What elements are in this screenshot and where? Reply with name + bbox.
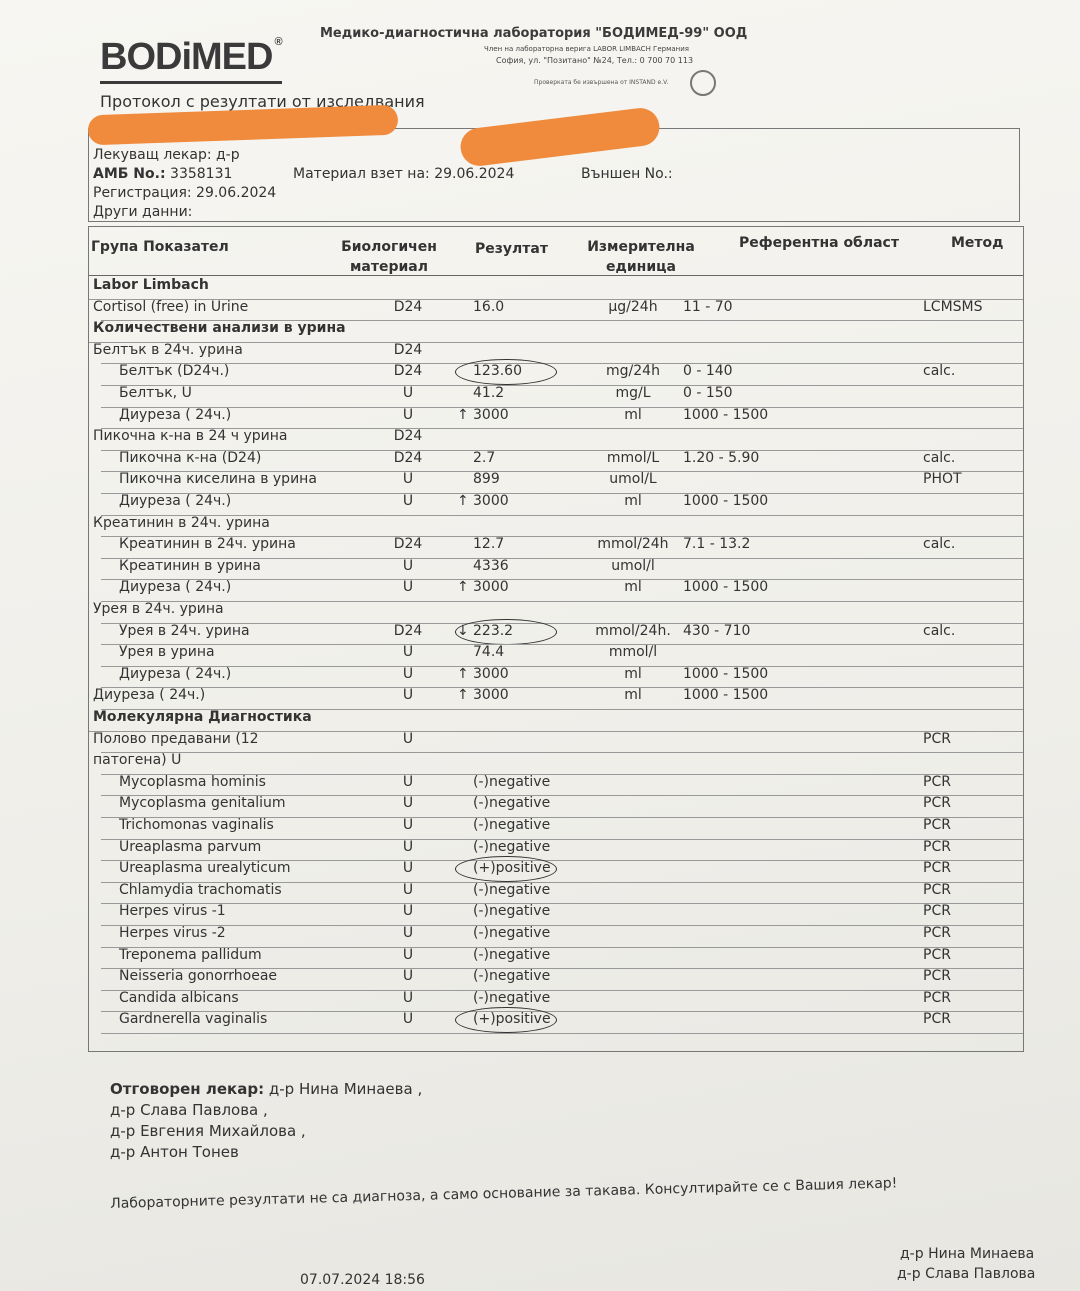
material-cell: U: [402, 493, 414, 509]
unit-cell: mmol/L: [606, 449, 660, 466]
test-name: патогена) U: [93, 752, 182, 769]
table-row: [93, 990, 1019, 1012]
result-cell: 3000: [473, 687, 509, 704]
result-cell: (-)negative: [473, 903, 551, 920]
section-row: [93, 320, 1019, 342]
result-cell: 3000: [473, 579, 509, 596]
material-cell: U: [402, 385, 414, 401]
test-name: Урея в урина: [119, 644, 215, 661]
test-name: Диуреза ( 24ч.): [119, 665, 232, 682]
material-cell: D24: [393, 298, 423, 315]
arrow-up-icon: ↑: [457, 665, 469, 682]
material-cell: U: [402, 730, 414, 747]
method-cell: PCR: [923, 817, 951, 833]
test-name: Cortisol (free) in Urine: [93, 298, 249, 315]
lab-membership: Член на лабораторна верига LABOR LIMBACH Германия: [484, 45, 689, 53]
table-row: [93, 385, 1019, 407]
result-cell: (-)negative: [473, 838, 551, 855]
table-row: [93, 407, 1019, 429]
table-row: [93, 752, 1019, 774]
arrow-up-icon: ↑: [457, 579, 469, 596]
unit-cell: mg/24h: [606, 363, 660, 380]
material-cell: U: [402, 860, 414, 877]
method-cell: LCMSMS: [923, 298, 983, 315]
unit-cell: umol/l: [611, 557, 655, 574]
result-cell: (+)positive: [473, 1011, 551, 1028]
result-cell: 4336: [473, 557, 509, 574]
table-row: [93, 903, 1019, 925]
doctor-name: д-р Слава Павлова ,: [110, 1101, 268, 1119]
method-cell: PCR: [923, 860, 951, 877]
test-name: Диуреза ( 24ч.): [93, 687, 206, 704]
disclaimer-text: Лабораторните резултати не са диагноза, а само основание за такава. Консултирайте се с Вашия лекар!: [110, 1175, 898, 1212]
table-row: [93, 515, 1019, 537]
test-name: Полово предавани (12: [93, 730, 259, 747]
test-name: Mycoplasma hominis: [119, 773, 266, 790]
test-name: Диуреза ( 24ч.): [119, 493, 232, 509]
table-row: [93, 623, 1019, 645]
header-divider: [89, 275, 1023, 276]
unit-cell: ml: [624, 493, 642, 509]
test-name: Креатинин в урина: [119, 557, 261, 574]
material-cell: U: [402, 644, 414, 661]
table-row: [93, 882, 1019, 904]
table-row: [93, 363, 1019, 385]
table-row: [93, 493, 1019, 515]
method-cell: calc.: [923, 536, 956, 553]
test-name: Белтък в 24ч. урина: [93, 341, 243, 358]
test-name: Креатинин в 24ч. урина: [119, 536, 296, 553]
col-header-unit: Измерителна единица: [587, 239, 695, 275]
method-cell: calc.: [923, 449, 956, 466]
reference-cell: 430 - 710: [683, 622, 751, 639]
unit-cell: µg/24h: [608, 298, 658, 315]
protocol-title: Протокол с резултати от изследвания: [100, 92, 425, 111]
table-row: [93, 774, 1019, 796]
result-cell: 223.2: [473, 622, 514, 639]
test-name: Herpes virus -1: [119, 903, 226, 920]
result-cell: (-)negative: [473, 881, 551, 898]
result-cell: 41.2: [473, 385, 505, 401]
material-cell: U: [402, 471, 414, 488]
test-name: Labor Limbach: [93, 277, 209, 293]
test-name: Mycoplasma genitalium: [119, 795, 286, 812]
doctor-name: д-р Антон Тонев: [110, 1143, 239, 1161]
table-row: [93, 817, 1019, 839]
result-cell: 3000: [473, 665, 509, 682]
section-row: [93, 277, 1019, 299]
table-row: [93, 860, 1019, 882]
unit-cell: ml: [624, 687, 642, 704]
handwritten-circle: [455, 359, 557, 385]
method-cell: PCR: [923, 881, 951, 898]
method-cell: PCR: [923, 946, 951, 963]
result-cell: 899: [473, 471, 500, 488]
unit-cell: ml: [624, 665, 642, 682]
material-cell: D24: [393, 449, 423, 466]
unit-cell: mmol/24h.: [595, 622, 671, 639]
test-name: Количествени анализи в урина: [93, 320, 346, 337]
material-cell: U: [402, 925, 414, 941]
table-row: [93, 731, 1019, 753]
table-row: [93, 579, 1019, 601]
material-cell: D24: [393, 341, 423, 358]
result-cell: 12.7: [473, 536, 505, 553]
method-cell: PCR: [923, 838, 951, 855]
method-cell: PCR: [923, 925, 951, 941]
method-cell: PCR: [923, 773, 951, 790]
handwritten-circle: [455, 856, 557, 882]
method-cell: PHOT: [923, 471, 962, 488]
method-cell: PCR: [923, 968, 951, 985]
external-number: Външен No.:: [581, 166, 673, 182]
test-name: Neisseria gonorrhoeae: [119, 968, 278, 985]
table-row: [93, 839, 1019, 861]
result-cell: (+)positive: [473, 860, 551, 877]
table-row: [93, 536, 1019, 558]
table-row: [93, 925, 1019, 947]
method-cell: PCR: [923, 989, 951, 1006]
table-row: [93, 601, 1019, 623]
test-name: Gardnerella vaginalis: [119, 1011, 268, 1028]
result-cell: 74.4: [473, 644, 505, 661]
result-cell: 123.60: [473, 363, 522, 380]
result-cell: 16.0: [473, 298, 505, 315]
test-name: Диуреза ( 24ч.): [119, 406, 232, 423]
signature-name: д-р Нина Минаева: [900, 1246, 1035, 1262]
unit-cell: mmol/24h: [597, 536, 669, 553]
col-header-method: Метод: [951, 235, 1004, 251]
reference-cell: 1000 - 1500: [683, 406, 769, 423]
row-divider: [101, 1033, 1023, 1034]
method-cell: PCR: [923, 903, 951, 920]
other-data: Други данни:: [93, 204, 193, 220]
lab-certification: Проверката бе извършена от INSTAND e.V.: [534, 79, 669, 86]
material-cell: U: [402, 557, 414, 574]
handwritten-circle: [455, 1007, 557, 1033]
test-name: Пикочна к-на (D24): [119, 449, 262, 466]
material-cell: D24: [393, 428, 423, 445]
col-header-group: Група Показател: [91, 239, 229, 255]
test-name: Урея в 24ч. урина: [119, 622, 250, 639]
test-name: Chlamydia trachomatis: [119, 881, 282, 898]
result-cell: (-)negative: [473, 968, 551, 985]
results-table: [88, 226, 1024, 1052]
table-row: [93, 428, 1019, 450]
table-row: [93, 644, 1019, 666]
unit-cell: ml: [624, 406, 642, 423]
reference-cell: 11 - 70: [683, 298, 733, 315]
material-cell: U: [402, 968, 414, 985]
arrow-up-icon: ↑: [457, 687, 469, 704]
print-timestamp: 07.07.2024 18:56: [300, 1272, 425, 1288]
reference-cell: 0 - 150: [683, 385, 733, 401]
doctor-name: д-р Евгения Михайлова ,: [110, 1122, 306, 1140]
table-row: [93, 342, 1019, 364]
result-cell: (-)negative: [473, 773, 551, 790]
material-cell: U: [402, 406, 414, 423]
material-cell: U: [402, 881, 414, 898]
method-cell: PCR: [923, 1011, 951, 1028]
test-name: Белтък (D24ч.): [119, 363, 230, 380]
material-cell: U: [402, 795, 414, 812]
test-name: Ureaplasma urealyticum: [119, 860, 291, 877]
col-header-reference: Референтна област: [739, 235, 899, 251]
reference-cell: 1000 - 1500: [683, 687, 769, 704]
table-row: [93, 795, 1019, 817]
lab-name: Медико-диагностична лаборатория "БОДИМЕД-99" ООД: [320, 26, 748, 41]
test-name: Trichomonas vaginalis: [119, 817, 274, 833]
material-cell: U: [402, 773, 414, 790]
reference-cell: 7.1 - 13.2: [683, 536, 751, 553]
result-cell: (-)negative: [473, 795, 551, 812]
test-name: Herpes virus -2: [119, 925, 226, 941]
material-cell: U: [402, 838, 414, 855]
test-name: Ureaplasma parvum: [119, 838, 262, 855]
material-taken-date: Материал взет на: 29.06.2024: [293, 166, 515, 182]
responsible-doctor: Отговорен лекар: д-р Нина Минаева ,: [110, 1080, 423, 1098]
arrow-up-icon: ↑: [457, 493, 469, 509]
reference-cell: 1000 - 1500: [683, 579, 769, 596]
material-cell: U: [402, 665, 414, 682]
table-row: [93, 299, 1019, 321]
test-name: Белтък, U: [119, 385, 192, 401]
material-cell: U: [402, 903, 414, 920]
material-cell: U: [402, 946, 414, 963]
result-cell: (-)negative: [473, 925, 551, 941]
result-cell: 3000: [473, 493, 509, 509]
material-cell: D24: [393, 622, 423, 639]
material-cell: D24: [393, 536, 423, 553]
unit-cell: ml: [624, 579, 642, 596]
certification-seal-icon: [690, 70, 716, 96]
material-cell: U: [402, 817, 414, 833]
reference-cell: 1000 - 1500: [683, 493, 769, 509]
material-cell: U: [402, 579, 414, 596]
material-cell: U: [402, 1011, 414, 1028]
test-name: Пикочна киселина в урина: [119, 471, 317, 488]
reference-cell: 1.20 - 5.90: [683, 449, 760, 466]
result-cell: (-)negative: [473, 946, 551, 963]
arrow-up-icon: ↑: [457, 406, 469, 423]
handwritten-circle: [455, 619, 557, 645]
bodimed-logo: BODiMED ®: [100, 36, 282, 84]
unit-cell: mg/L: [615, 385, 651, 401]
registration-date: Регистрация: 29.06.2024: [93, 185, 277, 201]
col-header-material: Биологичен материал: [341, 239, 437, 275]
material-cell: D24: [393, 363, 423, 380]
section-row: [93, 709, 1019, 731]
table-row: [93, 450, 1019, 472]
result-cell: 2.7: [473, 449, 496, 466]
col-header-result: Резултат: [475, 241, 548, 257]
result-cell: 3000: [473, 406, 509, 423]
table-row: [93, 666, 1019, 688]
test-name: Урея в 24ч. урина: [93, 601, 224, 617]
method-cell: calc.: [923, 622, 956, 639]
method-cell: calc.: [923, 363, 956, 380]
result-cell: (-)negative: [473, 817, 551, 833]
arrow-down-icon: ↓: [457, 622, 469, 639]
table-row: [93, 947, 1019, 969]
table-row: [93, 968, 1019, 990]
unit-cell: mmol/l: [608, 644, 658, 661]
test-name: Молекулярна Диагностика: [93, 709, 312, 725]
method-cell: PCR: [923, 730, 951, 747]
signature-name: д-р Слава Павлова: [897, 1266, 1036, 1282]
treating-doctor: Лекуващ лекар: д-р: [93, 147, 240, 163]
table-row: [93, 558, 1019, 580]
test-name: Диуреза ( 24ч.): [119, 579, 232, 596]
method-cell: PCR: [923, 795, 951, 812]
test-name: Креатинин в 24ч. урина: [93, 514, 270, 531]
table-row: [93, 471, 1019, 493]
unit-cell: umol/L: [609, 471, 657, 488]
lab-address: София, ул. "Позитано" №24, Тел.: 0 700 70 113: [496, 56, 694, 65]
test-name: Пикочна к-на в 24 ч урина: [93, 428, 288, 445]
reference-cell: 1000 - 1500: [683, 665, 769, 682]
test-name: Candida albicans: [119, 989, 239, 1006]
table-row: [93, 687, 1019, 709]
test-name: Treponema pallidum: [119, 946, 262, 963]
reference-cell: 0 - 140: [683, 363, 733, 380]
material-cell: U: [402, 687, 414, 704]
table-row: [93, 1011, 1019, 1033]
material-cell: U: [402, 989, 414, 1006]
result-cell: (-)negative: [473, 989, 551, 1006]
amb-number: АМБ No.: 3358131: [93, 166, 233, 182]
